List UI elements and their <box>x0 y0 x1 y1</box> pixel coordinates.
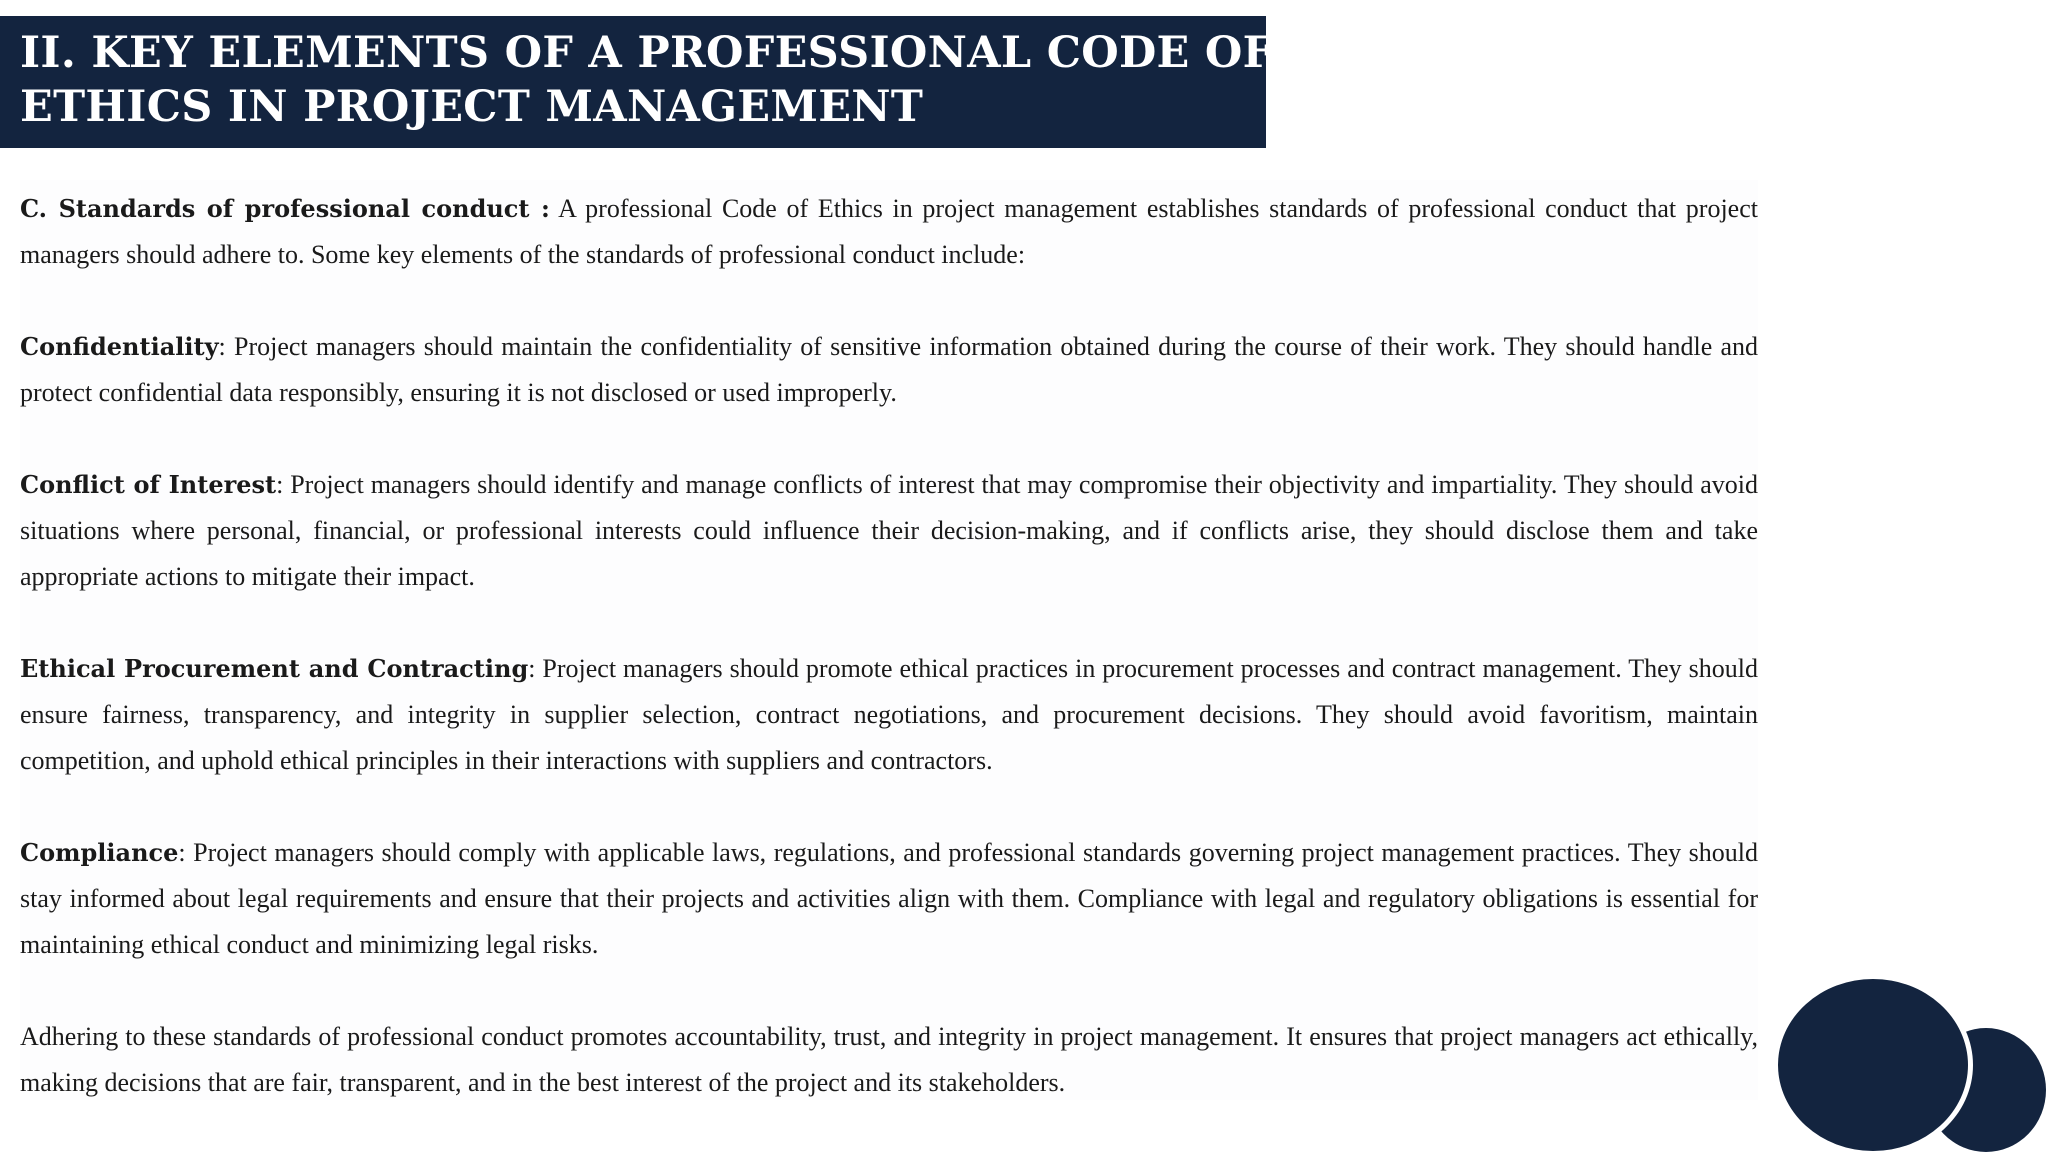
conflict-of-interest-heading: Conflict of Interest <box>20 470 277 499</box>
content-area <box>20 180 1758 1100</box>
compliance-heading: Compliance <box>20 838 179 867</box>
title-banner <box>0 16 1274 148</box>
confidentiality-text: : Project managers should maintain the confidentiality of sensitive information obtained during the course of their work. They should handle and protect confidential data responsibly, ensuring it is not disclosed or used improperly. <box>20 332 1758 407</box>
procurement-text: : Project managers should promote ethical practices in procurement processes and contract management. They should ensure fairness, transparency, and integrity in supplier selection, contract negotiations, and procurement decisions. They should avoid favoritism, maintain competition, and uphold ethical principles in their interactions with suppliers and contractors. <box>20 654 1758 775</box>
intro-text: A professional Code of Ethics in project management establishes standards of professional conduct that project managers should adhere to. Some key elements of the standards of professional conduct include: <box>20 194 1758 269</box>
procurement-heading: Ethical Procurement and Contracting <box>20 654 529 683</box>
procurement-paragraph <box>20 646 1758 784</box>
decorative-circle-large <box>1773 974 1973 1152</box>
compliance-text: : Project managers should comply with applicable laws, regulations, and professional standards governing project management practices. They should stay informed about legal requirements and ensure that their projects and activities align with them. Compliance with legal and regulatory obligations is essential for maintaining ethical conduct and minimizing legal risks. <box>20 838 1758 959</box>
slide-title-line-2: ETHICS IN PROJECT MANAGEMENT <box>20 82 924 132</box>
confidentiality-heading: Confidentiality <box>20 332 219 361</box>
slide-title-line-1: II. KEY ELEMENTS OF A PROFESSIONAL CODE OF <box>20 28 1274 78</box>
intro-paragraph <box>20 186 1758 278</box>
intro-heading: C. Standards of professional conduct : <box>20 194 550 223</box>
conflict-of-interest-paragraph <box>20 462 1758 600</box>
conflict-of-interest-text: : Project managers should identify and manage conflicts of interest that may compromise their objectivity and impartiality. They should avoid situations where personal, financial, or professional interests could influence their decision-making, and if conflicts arise, they should disclose them and take appropriate actions to mitigate their impact. <box>20 470 1758 591</box>
confidentiality-paragraph <box>20 324 1758 416</box>
closing-paragraph: Adhering to these standards of professional conduct promotes accountability, trust, and integrity in project management. It ensures that project managers act ethically, making decisions that are fair, transparent, and in the best interest of the project and its stakeholders. <box>20 1022 1758 1097</box>
compliance-paragraph <box>20 830 1758 968</box>
